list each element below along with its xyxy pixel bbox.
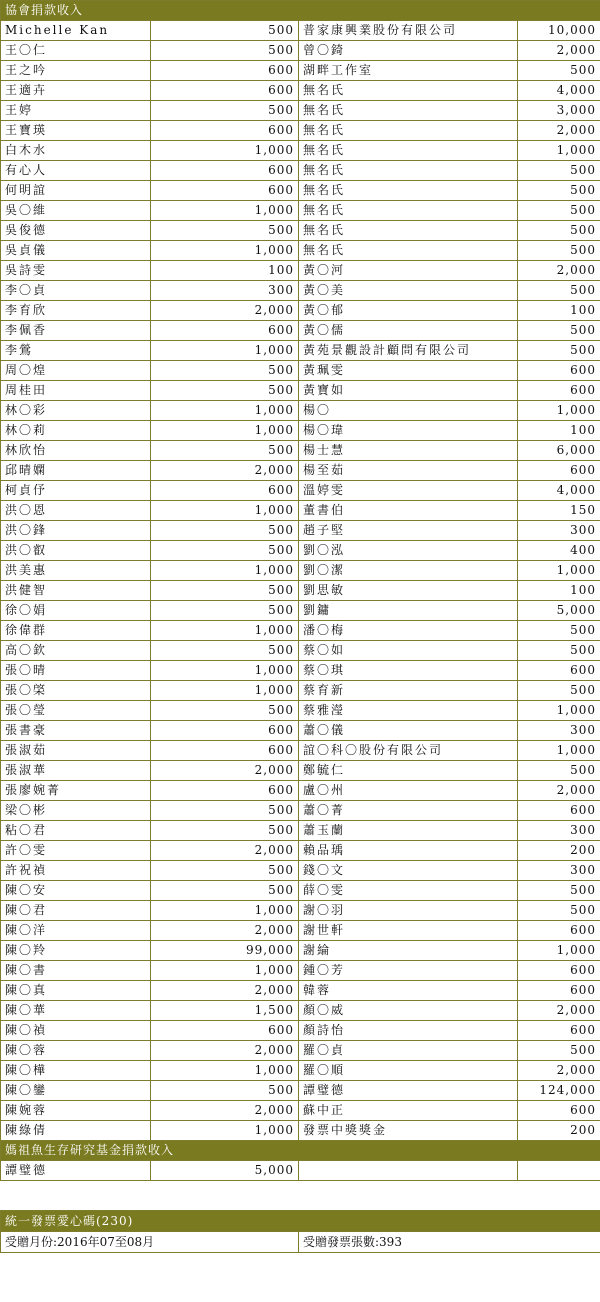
- donor-name: 蕭〇儀: [299, 721, 518, 741]
- donor-name: 錢〇文: [299, 861, 518, 881]
- donor-name: 有心人: [1, 161, 151, 181]
- table-row: [1, 881, 600, 901]
- donation-amount: 600: [151, 61, 299, 81]
- donation-amount: 500: [151, 641, 299, 661]
- donation-amount: 500: [518, 201, 600, 221]
- section-header: [1, 1211, 600, 1232]
- donation-amount: 600: [518, 461, 600, 481]
- table-row: [1, 261, 600, 281]
- donor-name: 董書伯: [299, 501, 518, 521]
- table-row: [1, 61, 600, 81]
- donation-amount: 500: [518, 181, 600, 201]
- donor-name: 謝綸: [299, 941, 518, 961]
- table-row: [1, 1121, 600, 1141]
- donation-amount: 4,000: [518, 81, 600, 101]
- table-row: [1, 41, 600, 61]
- table-row: [1, 541, 600, 561]
- donation-amount: 500: [151, 861, 299, 881]
- table-row: [1, 1001, 600, 1021]
- donation-amount: 1,000: [151, 241, 299, 261]
- donation-amount: 2,000: [151, 461, 299, 481]
- donor-name: 無名氏: [299, 221, 518, 241]
- table-row: [1, 841, 600, 861]
- donation-amount: 1,000: [151, 141, 299, 161]
- donation-amount: 1,000: [151, 901, 299, 921]
- donation-amount: 500: [151, 101, 299, 121]
- donation-amount: 500: [518, 61, 600, 81]
- donor-name: 趙子堅: [299, 521, 518, 541]
- donation-amount: 600: [151, 721, 299, 741]
- donation-amount: 600: [518, 361, 600, 381]
- donor-name: 陳〇安: [1, 881, 151, 901]
- donation-amount: 600: [518, 1021, 600, 1041]
- donor-name: 劉鏞: [299, 601, 518, 621]
- table-row: [1, 701, 600, 721]
- donor-name: 高〇欽: [1, 641, 151, 661]
- donation-amount: 500: [151, 381, 299, 401]
- donor-name: 何明誼: [1, 181, 151, 201]
- donation-amount: 2,000: [151, 981, 299, 1001]
- donation-amount: 1,500: [151, 1001, 299, 1021]
- donor-name: 林〇彩: [1, 401, 151, 421]
- donation-amount: 600: [518, 801, 600, 821]
- table-row: [1, 1101, 600, 1121]
- donation-amount: 500: [518, 281, 600, 301]
- table-row: [1, 241, 600, 261]
- donor-name: 邱晴嫻: [1, 461, 151, 481]
- table-row: [1, 21, 600, 41]
- donation-amount: 2,000: [151, 1041, 299, 1061]
- donor-name: 陳〇真: [1, 981, 151, 1001]
- donation-amount: 600: [151, 121, 299, 141]
- donor-name: 吳〇維: [1, 201, 151, 221]
- table-row: [1, 1161, 600, 1181]
- donor-name: 陳〇書: [1, 961, 151, 981]
- donation-amount: 1,000: [151, 661, 299, 681]
- table-row: [1, 1021, 600, 1041]
- donor-name: 林〇莉: [1, 421, 151, 441]
- donor-name: 無名氏: [299, 121, 518, 141]
- table-row: [1, 281, 600, 301]
- donor-name: 林欣怡: [1, 441, 151, 461]
- donor-name: 溫婷雯: [299, 481, 518, 501]
- donation-amount: 1,000: [151, 401, 299, 421]
- donor-name: Michelle Kan: [1, 21, 151, 41]
- donation-amount: 5,000: [518, 601, 600, 621]
- donor-name: 陳〇禎: [1, 1021, 151, 1041]
- donor-name: 黃寶如: [299, 381, 518, 401]
- donation-amount: 500: [518, 341, 600, 361]
- donor-name: 蔡〇如: [299, 641, 518, 661]
- table-row: [1, 201, 600, 221]
- donation-amount: 500: [518, 241, 600, 261]
- donation-amount: 1,000: [151, 1061, 299, 1081]
- donor-name: 盧〇州: [299, 781, 518, 801]
- donor-name: 王之吟: [1, 61, 151, 81]
- donor-name: 蔡雅瀅: [299, 701, 518, 721]
- donor-name: 賴品瑀: [299, 841, 518, 861]
- donor-name: 無名氏: [299, 81, 518, 101]
- donor-name: 蔡育新: [299, 681, 518, 701]
- donor-name: 楊士慧: [299, 441, 518, 461]
- donation-amount: 500: [151, 821, 299, 841]
- donor-name: 顏〇威: [299, 1001, 518, 1021]
- table-row: [1, 661, 600, 681]
- donor-name: 羅〇貞: [299, 1041, 518, 1061]
- table-row: [1, 1081, 600, 1101]
- donor-name: 張書豪: [1, 721, 151, 741]
- donation-amount: 500: [518, 221, 600, 241]
- donor-name: 王適卉: [1, 81, 151, 101]
- donor-name: 鄭毓仁: [299, 761, 518, 781]
- donor-name: 蔡〇琪: [299, 661, 518, 681]
- donation-amount: 300: [518, 861, 600, 881]
- donation-amount: 500: [151, 361, 299, 381]
- donation-amount: 600: [151, 741, 299, 761]
- donation-amount: 500: [518, 321, 600, 341]
- table-row: [1, 361, 600, 381]
- donation-amount: 500: [518, 621, 600, 641]
- donor-name: 蕭〇菁: [299, 801, 518, 821]
- table-row: [1, 181, 600, 201]
- donor-name: 謝〇羽: [299, 901, 518, 921]
- donor-name: 普家康興業股份有限公司: [299, 21, 518, 41]
- donation-amount: 2,000: [518, 1061, 600, 1081]
- table-row: [1, 161, 600, 181]
- donation-amount: 1,000: [151, 1121, 299, 1141]
- donation-amount: [518, 1161, 600, 1181]
- donor-name: 薛〇雯: [299, 881, 518, 901]
- donor-name: 白木水: [1, 141, 151, 161]
- donation-amount: 600: [518, 1101, 600, 1121]
- donor-name: 李鶯: [1, 341, 151, 361]
- donation-amount: 500: [518, 641, 600, 661]
- donation-amount: 500: [151, 601, 299, 621]
- table-row: [1, 421, 600, 441]
- donation-amount: 200: [518, 1121, 600, 1141]
- donation-amount: 2,000: [151, 841, 299, 861]
- donation-amount: 500: [151, 1081, 299, 1101]
- table-row: [1, 741, 600, 761]
- table-row: [1, 401, 600, 421]
- donation-amount: 600: [151, 321, 299, 341]
- donor-name: 譚璧德: [299, 1081, 518, 1101]
- donation-amount: 2,000: [518, 781, 600, 801]
- donation-amount: 300: [518, 521, 600, 541]
- invoice-count: 受贈發票張數:393: [299, 1232, 600, 1253]
- donor-name: 陳〇蓉: [1, 1041, 151, 1061]
- donor-name: 陳〇羚: [1, 941, 151, 961]
- table-row: [1, 1061, 600, 1081]
- donor-name: 發票中獎獎金: [299, 1121, 518, 1141]
- donor-name: [299, 1161, 518, 1181]
- donation-amount: 600: [518, 981, 600, 1001]
- donation-amount: 500: [151, 41, 299, 61]
- donor-name: 顏詩怡: [299, 1021, 518, 1041]
- table-row: [1, 521, 600, 541]
- donation-amount: 2,000: [518, 261, 600, 281]
- donor-name: 柯貞伃: [1, 481, 151, 501]
- donor-name: 洪美惠: [1, 561, 151, 581]
- donation-amount: 4,000: [518, 481, 600, 501]
- invoice-month: 受贈月份:2016年07至08月: [1, 1232, 299, 1253]
- donor-name: 張〇瑩: [1, 701, 151, 721]
- section-gap: [0, 1181, 600, 1210]
- donor-name: 楊〇瑋: [299, 421, 518, 441]
- donation-amount: 500: [151, 221, 299, 241]
- donation-amount: 1,000: [151, 341, 299, 361]
- donor-name: 黃〇河: [299, 261, 518, 281]
- donation-amount: 600: [151, 481, 299, 501]
- donation-amount: 400: [518, 541, 600, 561]
- donation-amount: 200: [518, 841, 600, 861]
- table-row: [1, 441, 600, 461]
- donor-name: 陳〇君: [1, 901, 151, 921]
- donation-amount: 500: [518, 1041, 600, 1061]
- table-row: [1, 481, 600, 501]
- table-row: [1, 1232, 600, 1253]
- donation-amount: 2,000: [518, 1001, 600, 1021]
- donation-amount: 1,000: [518, 701, 600, 721]
- section-header: [1, 1141, 600, 1161]
- donation-amount: 1,000: [151, 621, 299, 641]
- donor-name: 徐偉群: [1, 621, 151, 641]
- donor-name: 無名氏: [299, 241, 518, 261]
- donation-amount: 150: [518, 501, 600, 521]
- donation-amount: 2,000: [518, 121, 600, 141]
- donation-amount: 6,000: [518, 441, 600, 461]
- donor-name: 無名氏: [299, 201, 518, 221]
- donation-amount: 500: [151, 701, 299, 721]
- donor-name: 吳俊德: [1, 221, 151, 241]
- donor-name: 吳貞儀: [1, 241, 151, 261]
- donor-name: 張淑華: [1, 761, 151, 781]
- donation-amount: 1,000: [518, 941, 600, 961]
- donor-name: 無名氏: [299, 101, 518, 121]
- donor-name: 李育欣: [1, 301, 151, 321]
- donor-name: 周桂田: [1, 381, 151, 401]
- donor-name: 蕭玉蘭: [299, 821, 518, 841]
- donation-amount: 100: [518, 581, 600, 601]
- donor-name: 李佩香: [1, 321, 151, 341]
- table-row: [1, 821, 600, 841]
- donor-name: 羅〇順: [299, 1061, 518, 1081]
- table-row: [1, 81, 600, 101]
- donation-amount: 500: [151, 881, 299, 901]
- donation-amount: 500: [518, 681, 600, 701]
- donor-name: 洪〇恩: [1, 501, 151, 521]
- donor-name: 吳詩雯: [1, 261, 151, 281]
- donor-name: 劉思敏: [299, 581, 518, 601]
- donor-name: 許〇雯: [1, 841, 151, 861]
- donation-amount: 600: [518, 661, 600, 681]
- donation-amount: 2,000: [151, 301, 299, 321]
- donation-amount: 3,000: [518, 101, 600, 121]
- table-row: [1, 1041, 600, 1061]
- table-row: [1, 221, 600, 241]
- donor-name: 謝世軒: [299, 921, 518, 941]
- donation-amount: 1,000: [518, 561, 600, 581]
- donation-amount: 600: [151, 81, 299, 101]
- donation-amount: 500: [151, 521, 299, 541]
- donation-amount: 2,000: [151, 1101, 299, 1121]
- donor-name: 曾〇錡: [299, 41, 518, 61]
- donor-name: 王婷: [1, 101, 151, 121]
- donor-name: 王寶瑛: [1, 121, 151, 141]
- table-row: [1, 641, 600, 661]
- donation-amount: 2,000: [518, 41, 600, 61]
- donation-amount: 99,000: [151, 941, 299, 961]
- table-row: [1, 961, 600, 981]
- donor-name: 楊至茹: [299, 461, 518, 481]
- donation-amount: 1,000: [151, 681, 299, 701]
- donor-name: 徐〇娟: [1, 601, 151, 621]
- donation-amount: 1,000: [518, 141, 600, 161]
- table-row: [1, 901, 600, 921]
- table-row: [1, 101, 600, 121]
- donor-name: 許祝禎: [1, 861, 151, 881]
- table-row: [1, 141, 600, 161]
- donation-amount: 600: [151, 781, 299, 801]
- table-row: [1, 501, 600, 521]
- table-row: [1, 861, 600, 881]
- table-row: [1, 921, 600, 941]
- donation-amount: 300: [151, 281, 299, 301]
- table-row: [1, 461, 600, 481]
- donation-amount: 500: [518, 881, 600, 901]
- donor-name: 韓蓉: [299, 981, 518, 1001]
- table-row: [1, 761, 600, 781]
- donor-name: 周〇煌: [1, 361, 151, 381]
- donation-amount: 5,000: [151, 1161, 299, 1181]
- donation-amount: 500: [518, 161, 600, 181]
- donation-amount: 600: [518, 381, 600, 401]
- donation-amount: 500: [518, 761, 600, 781]
- donor-name: 無名氏: [299, 161, 518, 181]
- donation-amount: 500: [151, 21, 299, 41]
- donor-name: 劉〇潔: [299, 561, 518, 581]
- donor-name: 洪〇鋒: [1, 521, 151, 541]
- donor-name: 張〇晴: [1, 661, 151, 681]
- donor-name: 陳婉蓉: [1, 1101, 151, 1121]
- donor-name: 梁〇彬: [1, 801, 151, 821]
- table-row: [1, 121, 600, 141]
- donor-name: 陳〇洋: [1, 921, 151, 941]
- donation-amount: 10,000: [518, 21, 600, 41]
- donation-amount: 1,000: [151, 201, 299, 221]
- donor-name: 洪〇叡: [1, 541, 151, 561]
- donation-amount: 500: [151, 581, 299, 601]
- table-row: [1, 941, 600, 961]
- table-row: [1, 321, 600, 341]
- donation-amount: 1,000: [151, 421, 299, 441]
- donor-name: 蘇中正: [299, 1101, 518, 1121]
- donor-name: 誼〇科〇股份有限公司: [299, 741, 518, 761]
- donation-amount: 600: [518, 961, 600, 981]
- donation-amount: 600: [151, 161, 299, 181]
- donation-amount: 1,000: [518, 741, 600, 761]
- table-row: [1, 801, 600, 821]
- table-row: [1, 301, 600, 321]
- donor-name: 鍾〇芳: [299, 961, 518, 981]
- table-row: [1, 981, 600, 1001]
- donation-amount: 500: [151, 801, 299, 821]
- donation-amount: 124,000: [518, 1081, 600, 1101]
- donor-name: 黃〇儒: [299, 321, 518, 341]
- donation-amount: 1,000: [151, 961, 299, 981]
- donor-name: 黃珮雯: [299, 361, 518, 381]
- donation-amount: 600: [151, 1021, 299, 1041]
- donor-name: 洪健智: [1, 581, 151, 601]
- table-row: [1, 721, 600, 741]
- donor-name: 陳〇華: [1, 1001, 151, 1021]
- donor-name: 無名氏: [299, 181, 518, 201]
- donation-amount: 100: [518, 301, 600, 321]
- donor-name: 陳〇樺: [1, 1061, 151, 1081]
- section-header: [1, 1, 600, 21]
- donation-amount: 300: [518, 721, 600, 741]
- donor-name: 楊〇: [299, 401, 518, 421]
- donor-name: 張廖婉菁: [1, 781, 151, 801]
- donation-amount: 2,000: [151, 761, 299, 781]
- donation-amount: 600: [151, 181, 299, 201]
- table-row: [1, 781, 600, 801]
- donor-name: 陳綠倩: [1, 1121, 151, 1141]
- section-title: 統一發票愛心碼(230): [1, 1211, 600, 1232]
- donor-name: 黃〇美: [299, 281, 518, 301]
- invoice-table: [0, 1210, 600, 1253]
- donation-amount: 1,000: [151, 561, 299, 581]
- table-row: [1, 601, 600, 621]
- donor-name: 黃〇郁: [299, 301, 518, 321]
- table-row: [1, 581, 600, 601]
- donor-name: 張〇棨: [1, 681, 151, 701]
- table-row: [1, 381, 600, 401]
- donor-name: 粘〇君: [1, 821, 151, 841]
- donor-name: 譚璧德: [1, 1161, 151, 1181]
- table-row: [1, 681, 600, 701]
- section-title: 媽祖魚生存研究基金捐款收入: [1, 1141, 600, 1161]
- donor-name: 陳〇鑾: [1, 1081, 151, 1101]
- donor-name: 李〇貞: [1, 281, 151, 301]
- donation-amount: 500: [151, 441, 299, 461]
- donation-amount: 1,000: [518, 401, 600, 421]
- donor-name: 劉〇泓: [299, 541, 518, 561]
- table-row: [1, 621, 600, 641]
- section-title: 協會捐款收入: [1, 1, 600, 21]
- donor-name: 黃苑景觀設計顧問有限公司: [299, 341, 518, 361]
- donation-amount: 2,000: [151, 921, 299, 941]
- table-row: [1, 341, 600, 361]
- donation-amount: 600: [518, 921, 600, 941]
- table-row: [1, 561, 600, 581]
- donor-name: 張淑茹: [1, 741, 151, 761]
- donation-amount: 1,000: [151, 501, 299, 521]
- donor-name: 湖畔工作室: [299, 61, 518, 81]
- donation-amount: 300: [518, 821, 600, 841]
- donor-name: 無名氏: [299, 141, 518, 161]
- donor-name: 王〇仁: [1, 41, 151, 61]
- donation-amount: 500: [151, 541, 299, 561]
- donation-amount: 100: [151, 261, 299, 281]
- donation-amount: 500: [518, 901, 600, 921]
- donor-name: 潘〇梅: [299, 621, 518, 641]
- donation-amount: 100: [518, 421, 600, 441]
